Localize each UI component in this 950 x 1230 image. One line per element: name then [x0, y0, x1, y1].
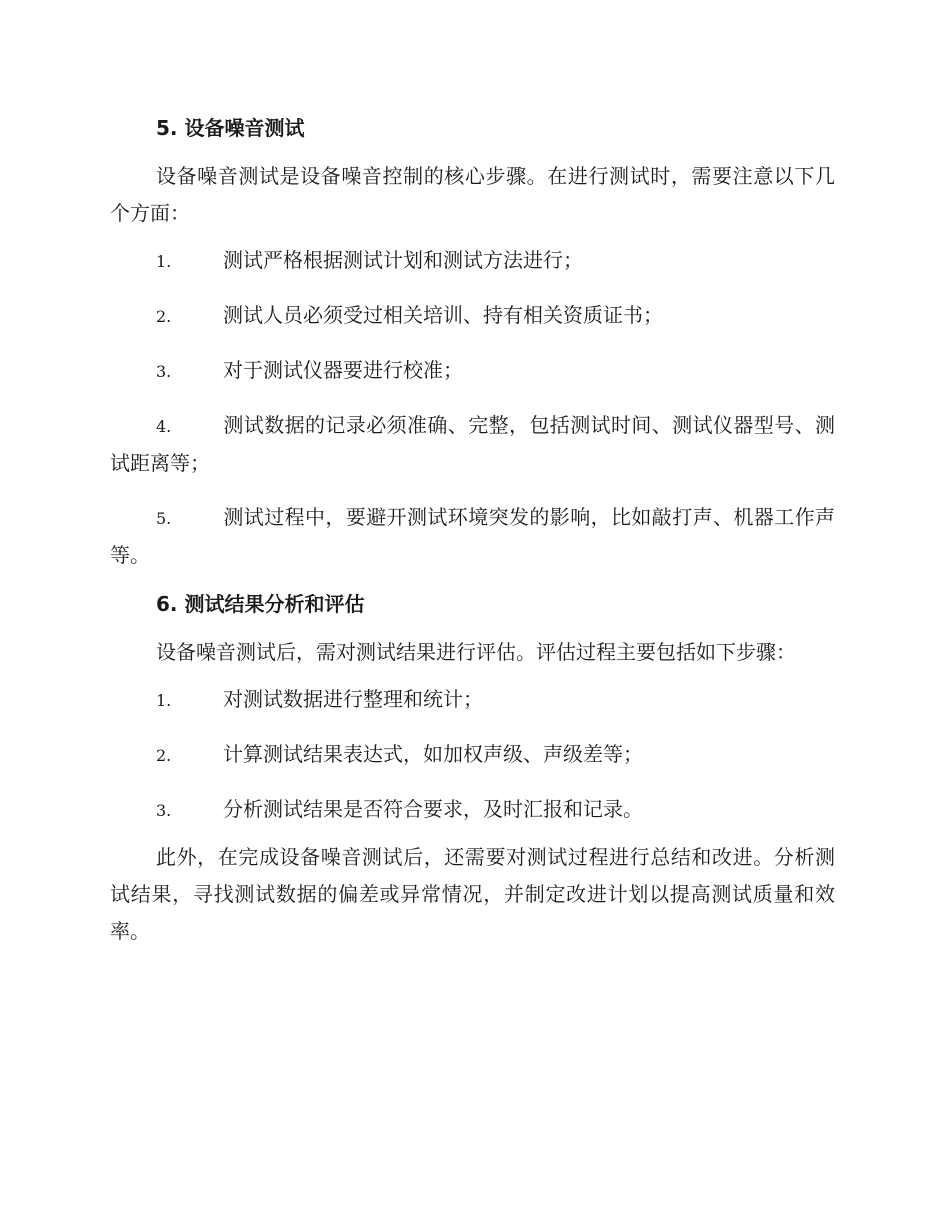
section-5-intro: 设备噪音测试是设备噪音控制的核心步骤。在进行测试时，需要注意以下几个方面：	[110, 164, 835, 225]
list-number: 3.	[156, 362, 172, 381]
section-heading-5: 5. 设备噪音测试	[156, 116, 305, 140]
document-page	[110, 108, 835, 960]
list-item	[110, 297, 835, 335]
list-number: 1.	[156, 691, 172, 710]
closing-paragraph: 此外，在完成设备噪音测试后，还需要对测试过程进行总结和改进。分析测试结果，寻找测试数据的偏差或异常情况，并制定改进计划以提高测试质量和效率。	[110, 845, 835, 943]
list-item	[110, 242, 835, 280]
list-number: 4.	[156, 417, 172, 436]
list-text: 测试数据的记录必须准确、完整，包括测试时间、测试仪器型号、测试距离等；	[110, 413, 835, 475]
list-item	[110, 736, 835, 774]
list-number: 2.	[156, 746, 172, 765]
list-text: 分析测试结果是否符合要求，及时汇报和记录。	[223, 797, 643, 821]
list-text: 测试严格根据测试计划和测试方法进行；	[223, 248, 583, 272]
list-number: 5.	[156, 509, 172, 528]
list-number: 1.	[156, 252, 172, 271]
list-item	[110, 499, 835, 574]
section-6-intro: 设备噪音测试后，需对测试结果进行评估。评估过程主要包括如下步骤：	[156, 640, 796, 664]
list-text: 对测试数据进行整理和统计；	[223, 687, 483, 711]
list-text: 测试过程中，要避开测试环境突发的影响，比如敲打声、机器工作声等。	[110, 505, 835, 567]
list-item	[110, 681, 835, 719]
list-text: 计算测试结果表达式，如加权声级、声级差等；	[223, 742, 643, 766]
list-number: 3.	[156, 801, 172, 820]
list-item	[110, 407, 835, 482]
list-text: 测试人员必须受过相关培训、持有相关资质证书；	[223, 303, 663, 327]
list-item	[110, 791, 835, 829]
list-text: 对于测试仪器要进行校准；	[223, 358, 463, 382]
list-number: 2.	[156, 307, 172, 326]
list-item	[110, 352, 835, 390]
section-heading-6: 6. 测试结果分析和评估	[156, 592, 365, 616]
